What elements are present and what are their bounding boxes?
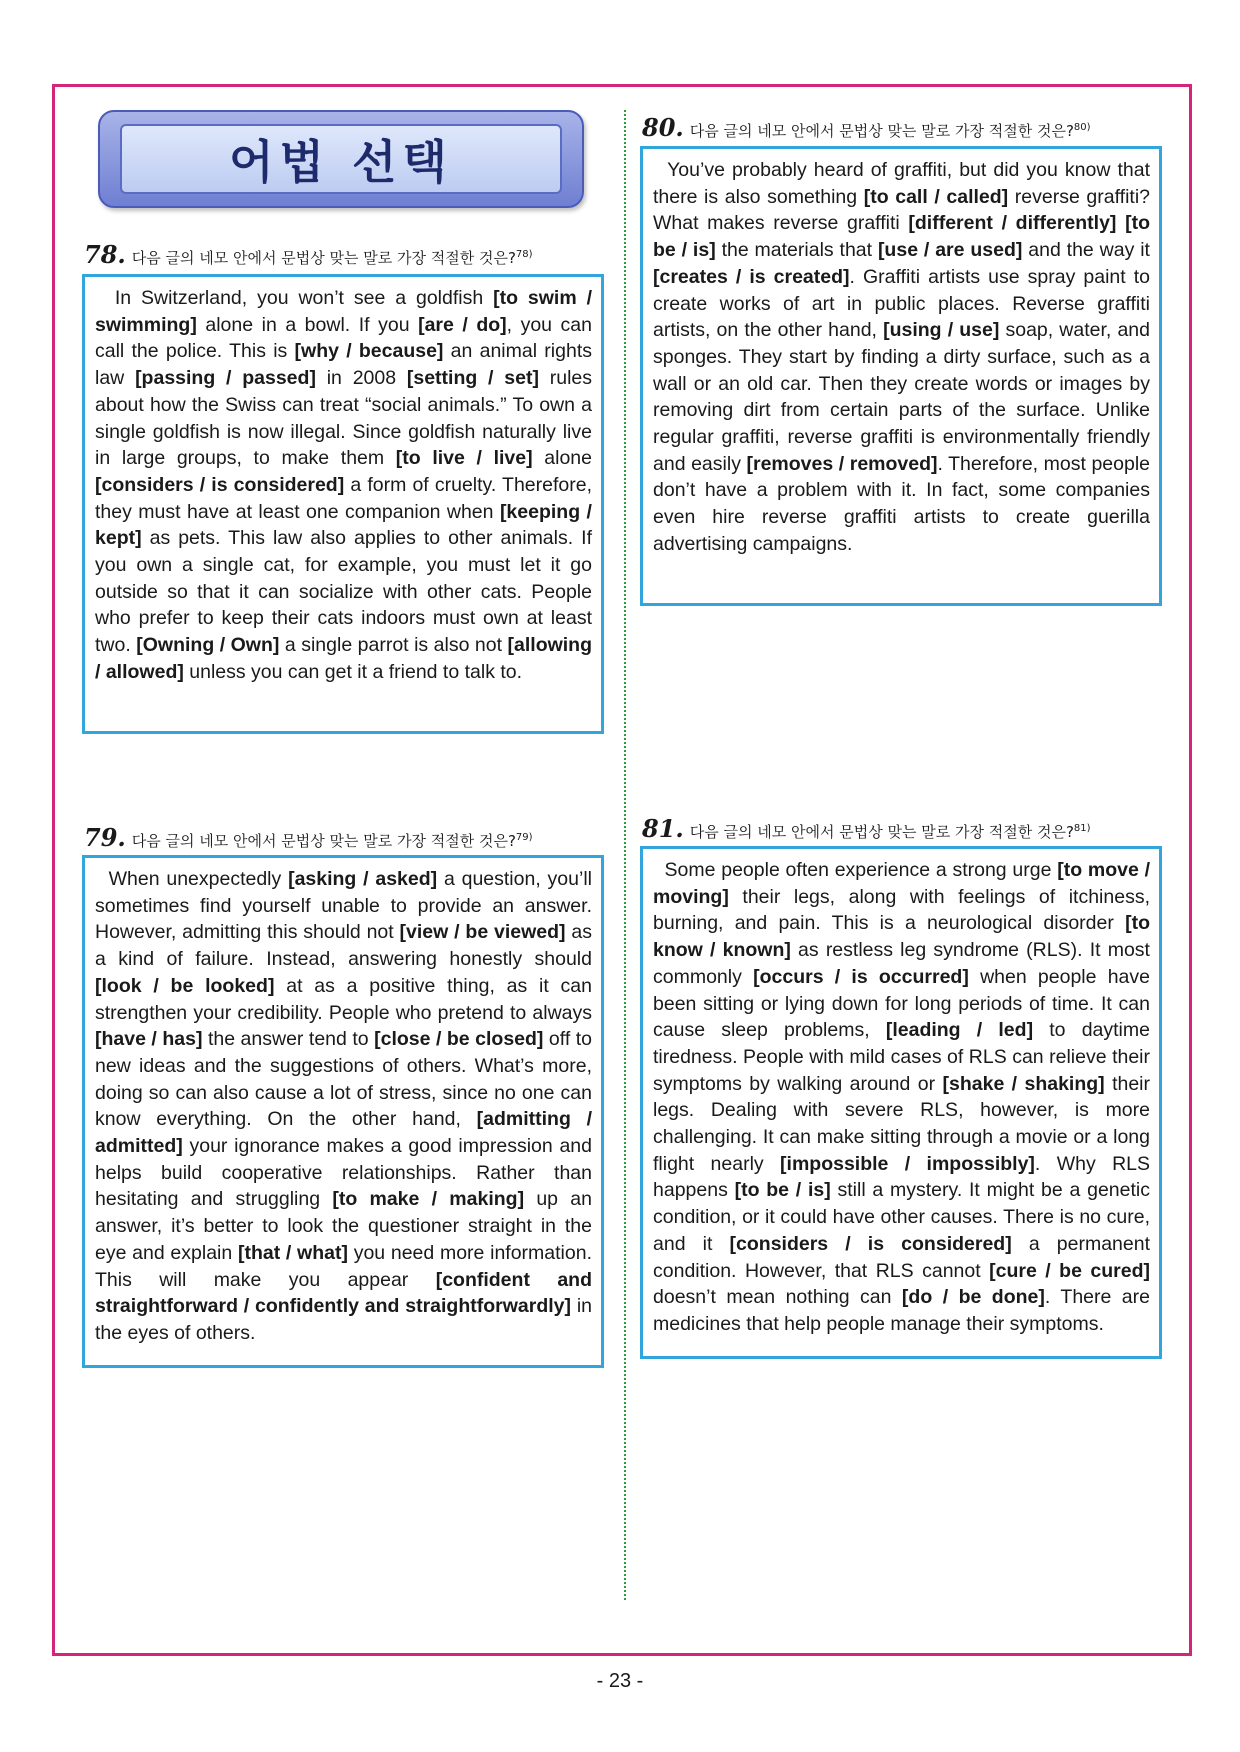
passage-text: , you can call the police. This is	[95, 313, 592, 363]
section-title: 어법 선택	[229, 135, 453, 189]
grammar-choice: [to be / is]	[653, 212, 1150, 262]
grammar-choice: [have / has]	[95, 1028, 203, 1051]
grammar-choice: [occurs / is occurred]	[753, 965, 969, 988]
grammar-choice: [that / what]	[237, 1241, 348, 1264]
question-prompt: 다음 글의 네모 안에서 문법상 맞는 말로 가장 적절한 것은?	[131, 249, 516, 267]
passage-text: as restless leg syndrome (RLS). It most commonly	[653, 939, 1150, 988]
passage-text: in the eyes of others.	[95, 1295, 592, 1344]
passage-text: up an answer, it’s better to look the questioner straight in the eye and explain	[95, 1188, 592, 1264]
question-78-header	[84, 240, 533, 269]
grammar-choice: [use / are used]	[877, 239, 1023, 262]
grammar-choice: [view / be viewed]	[399, 921, 566, 944]
passage-text: a single parrot is also not	[279, 634, 508, 657]
grammar-choice: [do / be done]	[901, 1286, 1045, 1309]
passage-text: off to new ideas and the suggestions of others. What’s more, doing so can also cause a lot of stress, since no one can know everything. On the other hand,	[95, 1028, 593, 1131]
page-number: - 23 -	[596, 1670, 644, 1692]
question-prompt: 다음 글의 네모 안에서 문법상 맞는 말로 가장 적절한 것은?	[689, 823, 1074, 841]
grammar-choice: [to make / making]	[332, 1188, 525, 1211]
question-81-header	[642, 814, 1091, 843]
passage-text: as a kind of failure. Instead, answering honestly should	[95, 921, 592, 971]
grammar-choice: [look / be looked]	[95, 974, 275, 997]
passage-text: your ignorance makes a good impression and helps build cooperative relationships. Rather than hesitating and struggling	[95, 1135, 592, 1211]
passage-text: to daytime tiredness. People with mild cases of RLS can relieve their symptoms by walking around or	[653, 1019, 1150, 1095]
grammar-choice: [leading / led]	[885, 1019, 1034, 1042]
question-number: 78.	[84, 240, 126, 269]
grammar-choice: [to live / live]	[395, 447, 533, 470]
grammar-choice: [admitting / admitted]	[95, 1108, 593, 1158]
grammar-choice: [shake / shaking]	[942, 1072, 1105, 1095]
grammar-choice: [different / differently]	[908, 212, 1117, 235]
question-prompt: 다음 글의 네모 안에서 문법상 맞는 말로 가장 적절한 것은?	[689, 122, 1074, 140]
grammar-choice: [why / because]	[294, 340, 444, 363]
grammar-choice: [considers / is considered]	[729, 1232, 1012, 1255]
passage-text	[1116, 212, 1125, 234]
passage-text: a form of cruelty. Therefore, they must have at least one companion when	[95, 473, 592, 523]
passage-text: when people have been sitting or lying down for long periods of time. It can cause sleep problems,	[653, 965, 1150, 1042]
question-81-passage	[640, 846, 1162, 1359]
passage-text: a permanent condition. However, that RLS cannot	[653, 1232, 1151, 1282]
grammar-choice: [Owning / Own]	[136, 634, 280, 657]
passage-text: alone	[532, 447, 592, 470]
passage-text: and the way it	[1022, 239, 1150, 262]
grammar-choice: [setting / set]	[406, 367, 539, 390]
grammar-choice: [considers / is considered]	[95, 473, 345, 496]
passage-text: the answer tend to	[202, 1028, 375, 1051]
question-79-header	[84, 823, 533, 852]
passage-text: doesn’t mean nothing can	[653, 1286, 902, 1309]
passage-text: soap, water, and sponges. They start by finding a dirty surface, such as a wall or an old car. Then they create words or images by removing dirt from certain parts of the surface. Unlike regular graffiti, reverse graffiti is environmentally friendly and easily	[653, 319, 1150, 475]
passage-text: . Graffiti artists use spray paint to create works of art in public places. Reverse graffiti artists, on the other hand,	[653, 265, 1150, 342]
question-ref: 79)	[515, 832, 533, 843]
passage-text: . Why RLS happens	[653, 1152, 1151, 1202]
column-divider	[624, 110, 626, 1600]
passage-text: In Switzerland, you won’t see a goldfish	[95, 287, 494, 309]
question-number: 79.	[84, 823, 126, 852]
passage-text: you need more information. This will make you appear	[95, 1241, 592, 1291]
passage-text: as pets. This law also applies to other animals. If you own a single cat, for example, you must let it go outside so that it can socialize with other cats. People who prefer to keep their cats indoors must own at least two.	[95, 527, 592, 657]
passage-text: reverse graffiti? What makes reverse graffiti	[653, 185, 1151, 235]
section-title-panel	[120, 124, 562, 194]
grammar-choice: [are / do]	[418, 313, 507, 336]
grammar-choice: [to swim / swimming]	[95, 287, 592, 336]
passage-text: Some people often experience a strong urge	[653, 859, 1058, 881]
grammar-choice: [confident and straightforward / confidently and straightforwardly]	[95, 1268, 592, 1318]
question-number: 81.	[642, 814, 684, 843]
grammar-choice: [allowing / allowed]	[95, 634, 593, 683]
grammar-choice: [creates / is created]	[653, 265, 850, 288]
section-title-banner	[98, 110, 584, 208]
grammar-choice: [to know / known]	[653, 912, 1150, 962]
passage-text: at as a positive thing, as it can strengthen your credibility. People who pretend to always	[95, 974, 592, 1024]
question-number: 80.	[642, 113, 684, 142]
passage-text: unless you can get it a friend to talk to.	[183, 660, 523, 683]
question-80-passage	[640, 146, 1162, 606]
passage-text: their legs, along with feelings of itchiness, burning, and pain. This is a neurological disorder	[653, 885, 1150, 935]
passage-text: in 2008	[315, 367, 407, 390]
grammar-choice: [close / be closed]	[374, 1028, 544, 1051]
grammar-choice: [removes / removed]	[746, 452, 938, 475]
grammar-choice: [to call / called]	[863, 185, 1009, 208]
question-ref: 81)	[1073, 823, 1091, 834]
question-80-header	[642, 113, 1091, 142]
passage-text: still a mystery. It might be a genetic condition, or it could have other causes. There is no cure, and it	[653, 1179, 1150, 1255]
passage-text: rules about how the Swiss can treat “social animals.” To own a single goldfish is now illegal. Since goldfish naturally live in large groups, to make them	[95, 367, 593, 470]
passage-text: an animal rights law	[95, 340, 592, 390]
passage-text: . Therefore, most people don’t have a problem with it. In fact, some companies even hire reverse graffiti artists to create guerilla advertising campaigns.	[653, 452, 1151, 555]
grammar-choice: [using / use]	[883, 319, 1000, 342]
question-78-passage	[82, 274, 604, 734]
grammar-choice: [impossible / impossibly]	[780, 1152, 1035, 1175]
passage-text: their legs. Dealing with severe RLS, however, is more challenging. It can make sitting through a movie or a long flight nearly	[653, 1072, 1150, 1175]
passage-text: . There are medicines that help people manage their symptoms.	[653, 1286, 1150, 1335]
grammar-choice: [keeping / kept]	[95, 500, 592, 550]
passage-text: When unexpectedly	[95, 868, 289, 890]
grammar-choice: [cure / be cured]	[989, 1259, 1150, 1282]
passage-text: alone in a bowl. If you	[196, 313, 419, 336]
passage-text: a question, you’ll sometimes find yourself unable to provide an answer. However, admitting this should not	[95, 868, 592, 944]
grammar-choice: [asking / asked]	[288, 868, 438, 890]
grammar-choice: [passing / passed]	[135, 367, 316, 390]
question-ref: 80)	[1073, 122, 1091, 133]
passage-text: You’ve probably heard of graffiti, but did you know that there is also something	[653, 159, 1150, 208]
grammar-choice: [to move / moving]	[653, 859, 1151, 908]
question-prompt: 다음 글의 네모 안에서 문법상 맞는 말로 가장 적절한 것은?	[131, 832, 516, 850]
grammar-choice: [to be / is]	[734, 1179, 831, 1202]
question-79-passage	[82, 855, 604, 1368]
passage-text: the materials that	[715, 239, 878, 262]
question-ref: 78)	[515, 249, 533, 260]
